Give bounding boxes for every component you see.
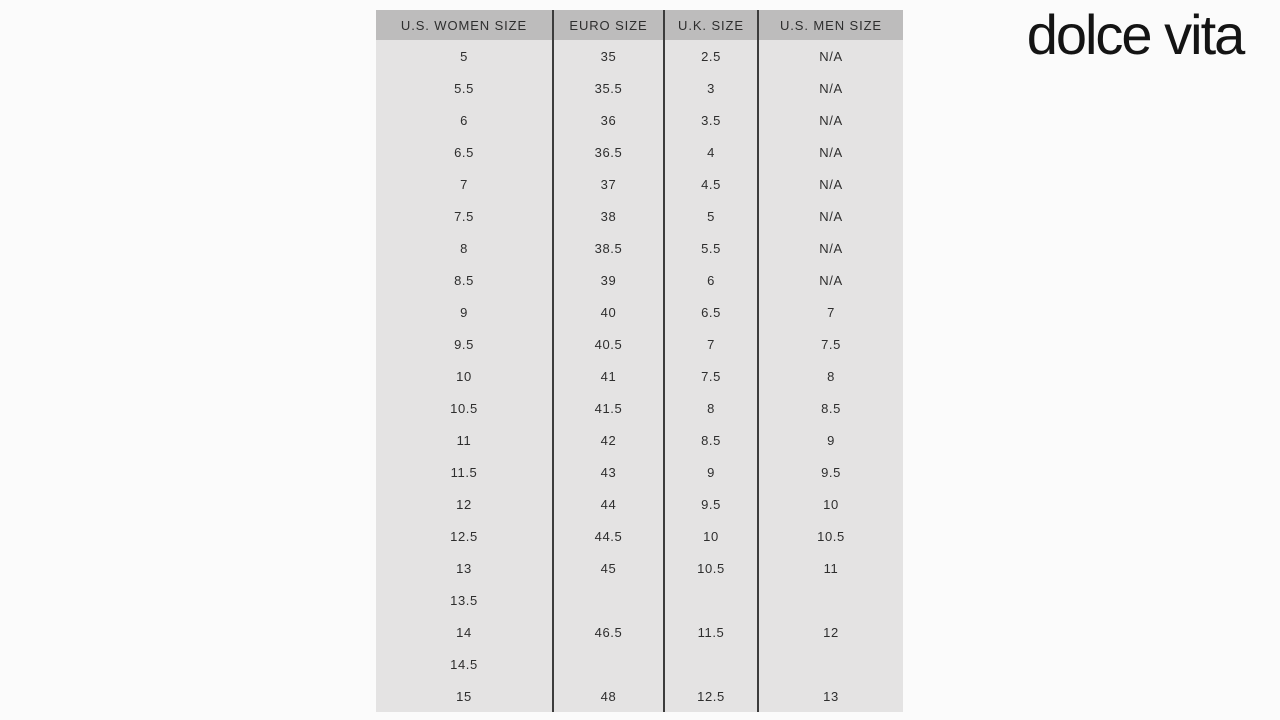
table-cell xyxy=(758,648,903,680)
table-row xyxy=(376,328,903,360)
table-cell: 9 xyxy=(460,304,468,320)
table-cell: 8.5 xyxy=(664,424,758,456)
table-cell: 10.5 xyxy=(758,520,903,552)
table-cell: 10 xyxy=(664,520,758,552)
table-cell: 44 xyxy=(553,488,664,520)
table-cell: 11.5 xyxy=(664,616,758,648)
table-cell: 10 xyxy=(758,488,903,520)
table-cell: 40 xyxy=(553,296,664,328)
table-cell: 14.5 xyxy=(450,656,478,672)
table-cell: 11 xyxy=(456,432,472,448)
table-cell: 12.5 xyxy=(664,680,758,712)
table-row xyxy=(376,488,903,520)
table-cell: 15 xyxy=(456,688,472,704)
table-cell: 44.5 xyxy=(553,520,664,552)
table-cell: 10.5 xyxy=(664,552,758,584)
table-cell: 2.5 xyxy=(664,40,758,72)
table-cell: N/A xyxy=(758,232,903,264)
table-cell: N/A xyxy=(758,136,903,168)
table-cell: 9.5 xyxy=(664,488,758,520)
col-header-us-men-size: U.S. MEN SIZE xyxy=(758,10,903,40)
table-row xyxy=(376,232,903,264)
table-row xyxy=(376,584,903,616)
table-cell: 13 xyxy=(758,680,903,712)
table-cell: 9 xyxy=(664,456,758,488)
table-cell: N/A xyxy=(758,200,903,232)
table-cell: 46.5 xyxy=(553,616,664,648)
table-row xyxy=(376,136,903,168)
table-cell: 3.5 xyxy=(664,104,758,136)
table-cell: 38 xyxy=(553,200,664,232)
table-cell xyxy=(553,648,664,680)
table-cell: 45 xyxy=(553,552,664,584)
table-cell: 4.5 xyxy=(664,168,758,200)
table-row xyxy=(376,72,903,104)
table-cell: 8.5 xyxy=(758,392,903,424)
table-row xyxy=(376,456,903,488)
table-cell: N/A xyxy=(758,40,903,72)
table-row xyxy=(376,360,903,392)
table-cell xyxy=(553,584,664,616)
table-row xyxy=(376,616,903,648)
table-cell: 9 xyxy=(758,424,903,456)
table-cell: N/A xyxy=(758,264,903,296)
col-header-euro-size: EURO SIZE xyxy=(553,10,664,40)
table-cell: 8.5 xyxy=(454,272,474,288)
table-row xyxy=(376,680,903,712)
table-cell: 8 xyxy=(664,392,758,424)
col-header-uk-size: U.K. SIZE xyxy=(664,10,758,40)
table-cell: 9.5 xyxy=(454,336,474,352)
table-cell: 7.5 xyxy=(664,360,758,392)
table-cell: 14 xyxy=(456,624,472,640)
table-row xyxy=(376,104,903,136)
table-cell: 6.5 xyxy=(664,296,758,328)
table-cell: 13.5 xyxy=(450,592,478,608)
table-row xyxy=(376,552,903,584)
table-cell: 11.5 xyxy=(450,464,478,480)
table-cell: 36.5 xyxy=(553,136,664,168)
table-cell: 12.5 xyxy=(450,528,478,544)
table-cell: 10 xyxy=(456,368,472,384)
table-row xyxy=(376,648,903,680)
table-cell: 42 xyxy=(553,424,664,456)
table-cell: 48 xyxy=(553,680,664,712)
table-cell: 7 xyxy=(460,176,468,192)
table-body xyxy=(376,40,903,712)
table-cell: 5 xyxy=(664,200,758,232)
table-cell xyxy=(758,584,903,616)
table-cell: 4 xyxy=(664,136,758,168)
table-cell: 13 xyxy=(456,560,472,576)
table-cell: 11 xyxy=(758,552,903,584)
table-cell: 7 xyxy=(758,296,903,328)
col-header-us-women-size: U.S. WOMEN SIZE xyxy=(376,10,553,40)
table-cell: 9.5 xyxy=(758,456,903,488)
table-cell: 3 xyxy=(664,72,758,104)
table-row xyxy=(376,40,903,72)
table-cell: 8 xyxy=(758,360,903,392)
table-cell: 35.5 xyxy=(553,72,664,104)
table-cell: 7 xyxy=(664,328,758,360)
table-cell: 6 xyxy=(460,112,468,128)
table-row xyxy=(376,296,903,328)
table-row xyxy=(376,424,903,456)
table-cell: 12 xyxy=(456,496,472,512)
table-cell: 7.5 xyxy=(758,328,903,360)
table-cell: 5.5 xyxy=(454,80,474,96)
table-cell: 10.5 xyxy=(450,400,478,416)
table-cell: 5.5 xyxy=(664,232,758,264)
table-row xyxy=(376,392,903,424)
table-cell xyxy=(664,648,758,680)
table-cell: 5 xyxy=(460,48,468,64)
table-cell: 41 xyxy=(553,360,664,392)
table-row xyxy=(376,264,903,296)
brand-logo: dolce vita xyxy=(1026,3,1244,66)
table-cell: N/A xyxy=(758,104,903,136)
table-cell: 6.5 xyxy=(454,144,474,160)
table-cell: 40.5 xyxy=(553,328,664,360)
table-cell: 35 xyxy=(553,40,664,72)
table-row xyxy=(376,200,903,232)
table-cell: 39 xyxy=(553,264,664,296)
table-header-row xyxy=(376,10,903,40)
size-conversion-table xyxy=(376,10,903,712)
table-cell: 37 xyxy=(553,168,664,200)
table-cell xyxy=(664,584,758,616)
table-cell: 8 xyxy=(460,240,468,256)
table-cell: N/A xyxy=(758,168,903,200)
table-cell: 43 xyxy=(553,456,664,488)
table-row xyxy=(376,520,903,552)
table-row xyxy=(376,168,903,200)
table-cell: 38.5 xyxy=(553,232,664,264)
table-cell: 36 xyxy=(553,104,664,136)
table-cell: 6 xyxy=(664,264,758,296)
table-cell: 12 xyxy=(758,616,903,648)
table-cell: 41.5 xyxy=(553,392,664,424)
table-cell: 7.5 xyxy=(454,208,474,224)
table-cell: N/A xyxy=(758,72,903,104)
